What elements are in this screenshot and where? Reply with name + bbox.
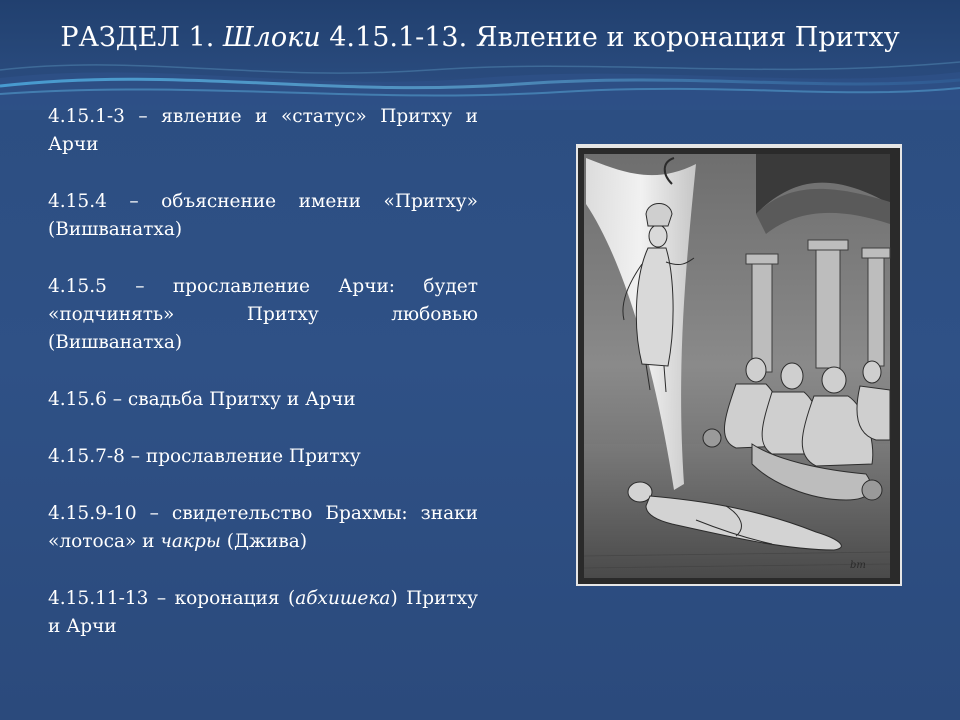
list-item bbox=[48, 273, 478, 357]
list-item bbox=[48, 443, 478, 471]
illustration-prithu-appearance bbox=[576, 144, 902, 586]
title-prefix: РАЗДЕЛ 1. bbox=[60, 22, 223, 53]
title-italic: Шлоки bbox=[222, 22, 321, 53]
item-text: 4.15.5 – прославление Арчи: будет «подчинять» Притху любовью (Вишванатха) bbox=[48, 276, 478, 353]
item-text: 4.15.9-10 – свидетельство Брахмы: знаки «лотоса» и bbox=[48, 503, 478, 552]
slide-title bbox=[0, 22, 960, 53]
item-text-end: ) Притху и Арчи bbox=[48, 588, 478, 637]
item-text: 4.15.1-3 – явление и «статус» Притху и Арчи bbox=[48, 106, 478, 155]
header-wave-decoration bbox=[0, 0, 960, 110]
list-item bbox=[48, 188, 478, 244]
list-item bbox=[48, 386, 478, 414]
list-item bbox=[48, 500, 478, 556]
list-item bbox=[48, 585, 478, 641]
title-suffix: 4.15.1-13. Явление и коронация Притху bbox=[320, 22, 900, 53]
list-item bbox=[48, 103, 478, 159]
item-text: 4.15.4 – объяснение имени «Притху» (Вишванатха) bbox=[48, 191, 478, 240]
item-text: 4.15.6 – свадьба Притху и Арчи bbox=[48, 389, 356, 410]
item-text: 4.15.7-8 – прославление Притху bbox=[48, 446, 361, 467]
item-italic: чакры bbox=[160, 531, 221, 552]
illustration-image bbox=[576, 144, 902, 586]
illustration-signature: bm bbox=[850, 560, 866, 571]
item-text-end: (Джива) bbox=[220, 531, 308, 552]
item-text: 4.15.11-13 – коронация ( bbox=[48, 588, 296, 609]
verse-list bbox=[48, 103, 478, 670]
item-italic: абхишека bbox=[295, 588, 391, 609]
